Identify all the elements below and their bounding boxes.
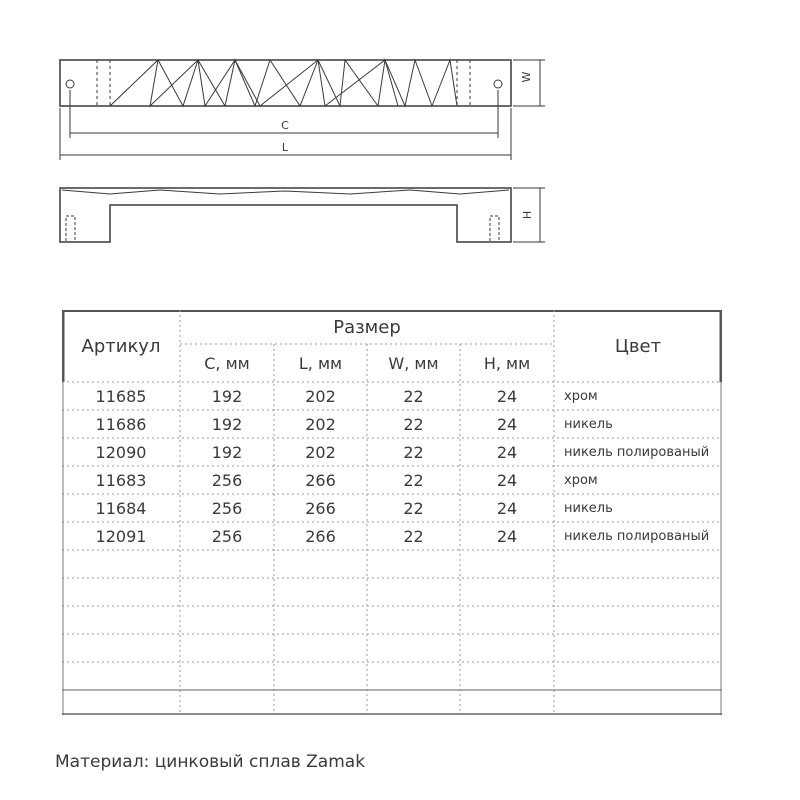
top-view — [60, 60, 511, 106]
cell-w: 22 — [403, 414, 424, 434]
cell-article: 11685 — [95, 386, 147, 406]
cell-c: 192 — [211, 386, 243, 406]
header-color: Цвет — [614, 335, 662, 357]
table-row — [62, 382, 722, 410]
table-row — [62, 410, 722, 438]
dim-l-label: L — [281, 141, 289, 154]
cell-l: 266 — [305, 498, 336, 518]
cell-c: 256 — [211, 470, 243, 490]
dim-h-label: H — [521, 210, 534, 220]
cell-c: 256 — [211, 526, 243, 546]
header-article: Артикул — [81, 335, 161, 357]
cell-l: 202 — [305, 386, 336, 406]
handle-drawing — [0, 0, 800, 300]
cell-color: никель полированый — [564, 528, 710, 544]
cell-w: 22 — [403, 498, 424, 518]
cell-h: 24 — [496, 526, 518, 546]
cell-w: 22 — [403, 386, 424, 406]
cell-article: 12091 — [95, 526, 147, 546]
cell-color: никель — [564, 500, 613, 516]
header-size-group: Размер — [333, 316, 401, 338]
side-view — [60, 188, 511, 242]
dim-c-label: C — [281, 119, 289, 132]
cell-article: 11684 — [95, 498, 147, 518]
cell-w: 22 — [403, 470, 424, 490]
table-row — [62, 438, 722, 466]
cell-c: 192 — [211, 414, 243, 434]
spec-table — [62, 310, 722, 715]
cell-article: 11686 — [95, 414, 147, 434]
cell-article: 12090 — [95, 442, 147, 462]
cell-color: хром — [564, 472, 598, 488]
cell-l: 202 — [305, 414, 336, 434]
cell-h: 24 — [496, 386, 518, 406]
cell-color: никель полированый — [564, 444, 710, 460]
cell-h: 24 — [496, 470, 518, 490]
table-row — [62, 494, 722, 522]
cell-article: 11683 — [95, 470, 147, 490]
cell-h: 24 — [496, 498, 518, 518]
cell-h: 24 — [496, 442, 518, 462]
header-w: W, мм — [388, 353, 439, 373]
cell-l: 202 — [305, 442, 336, 462]
cell-l: 266 — [305, 470, 336, 490]
header-c: C, мм — [204, 353, 250, 373]
header-l: L, мм — [298, 353, 343, 373]
table-row — [62, 522, 722, 550]
cell-c: 256 — [211, 498, 243, 518]
cell-h: 24 — [496, 414, 518, 434]
dim-w-label: W — [520, 71, 533, 83]
cell-color: никель — [564, 416, 613, 432]
cell-color: хром — [564, 388, 598, 404]
material-note: Материал: цинковый сплав Zamak — [55, 752, 366, 772]
header-h: H, мм — [483, 353, 531, 373]
cell-w: 22 — [403, 442, 424, 462]
cell-w: 22 — [403, 526, 424, 546]
cell-l: 266 — [305, 526, 336, 546]
table-row — [62, 466, 722, 494]
cell-c: 192 — [211, 442, 243, 462]
